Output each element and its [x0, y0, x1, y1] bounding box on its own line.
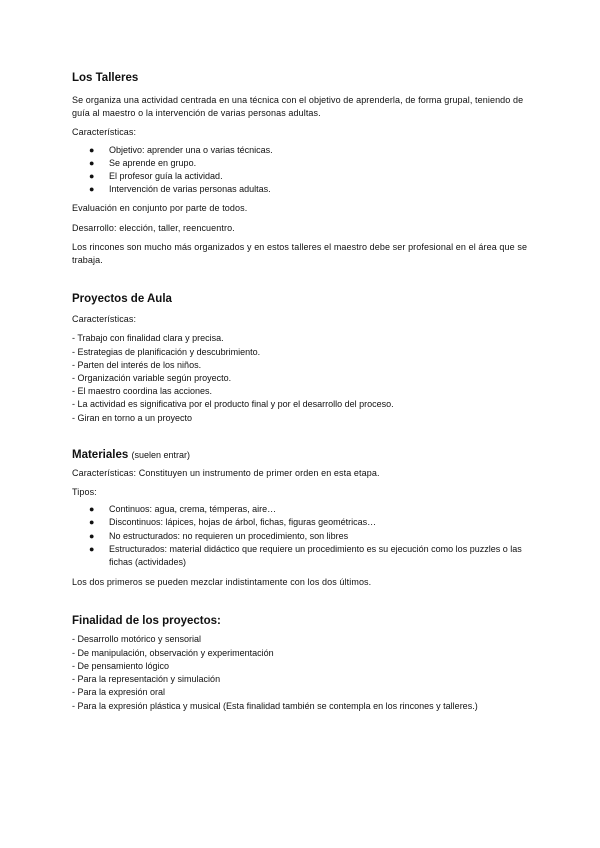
- materiales-nota: Los dos primeros se pueden mezclar indistintamente con los dos últimos.: [72, 577, 372, 588]
- list-item: ● El profesor guía la actividad.: [72, 170, 532, 183]
- talleres-bullet-list: [72, 144, 532, 197]
- list-item: - Giran en torno a un proyecto: [72, 412, 193, 423]
- list-item: - Para la representación y simulación: [72, 674, 221, 685]
- bullet-icon: ●: [89, 157, 95, 168]
- list-item: ● Objetivo: aprender una o varias técnicas.: [72, 144, 532, 157]
- list-item: ● Estructurados: material didáctico que requiere un procedimiento es su ejecución como los puzzles o las fichas (actividades): [89, 543, 522, 568]
- finalidad-heading: Finalidad de los proyectos:: [72, 615, 221, 628]
- list-item: ● Se aprende en grupo.: [72, 157, 532, 170]
- list-item: - Estrategias de planificación y descubrimiento.: [72, 346, 261, 357]
- list-item: - El maestro coordina las acciones.: [72, 386, 213, 397]
- list-item: ● Discontinuos: lápices, hojas de árbol, fichas, figuras geométricas…: [72, 516, 532, 529]
- materiales-subtitle: (suelen entrar): [131, 449, 190, 460]
- talleres-evaluacion: Evaluación en conjunto por parte de todos.: [72, 203, 248, 214]
- talleres-heading: Los Talleres: [72, 72, 139, 84]
- list-item: - Desarrollo motórico y sensorial: [72, 634, 202, 645]
- talleres-intro: Se organiza una actividad centrada en una técnica con el objetivo de aprenderla, de forma grupal, teniendo de guía al maestro o la intervención de varias personas adultas.: [72, 95, 524, 119]
- list-item: - De manipulación, observación y experimentación: [72, 647, 274, 658]
- list-item: - La actividad es significativa por el producto final y por el desarrollo del proceso.: [72, 399, 394, 410]
- bullet-icon: ●: [89, 504, 95, 515]
- list-item: ● Continuos: agua, crema, témperas, aire…: [72, 503, 532, 516]
- proyectos-caracteristicas-label: Características:: [72, 314, 137, 325]
- bullet-icon: ●: [89, 171, 95, 182]
- bullet-icon: ●: [89, 144, 95, 155]
- talleres-rincones: Los rincones son mucho más organizados y en estos talleres el maestro debe ser profesional en el área que se trabaja.: [72, 241, 528, 266]
- proyectos-list: [72, 332, 532, 424]
- list-item: - De pensamiento lógico: [72, 660, 170, 671]
- bullet-icon: ●: [89, 517, 95, 528]
- list-item: - Organización variable según proyecto.: [72, 373, 232, 384]
- list-item: ● No estructurados: no requieren un procedimiento, son libres: [72, 530, 532, 543]
- talleres-caracteristicas-label: Características:: [72, 127, 137, 138]
- materiales-heading: [72, 447, 532, 463]
- list-item: - Parten del interés de los niños.: [72, 359, 202, 370]
- materiales-tipos-label: Tipos:: [72, 487, 97, 498]
- materiales-bullet-list: [72, 503, 532, 569]
- bullet-icon: ●: [89, 543, 95, 554]
- materiales-caracteristicas: Características: Constituyen un instrumento de primer orden en esta etapa.: [72, 467, 380, 478]
- talleres-desarrollo: Desarrollo: elección, taller, reencuentro.: [72, 222, 235, 233]
- list-item: - Para la expresión plástica y musical (Esta finalidad también se contempla en los rincones y talleres.): [72, 700, 478, 711]
- document-page: [72, 70, 532, 713]
- list-item: - Trabajo con finalidad clara y precisa.: [72, 333, 224, 344]
- list-item: - Para la expresión oral: [72, 687, 166, 698]
- bullet-icon: ●: [89, 530, 95, 541]
- bullet-icon: ●: [89, 184, 95, 195]
- proyectos-heading: Proyectos de Aula: [72, 293, 172, 306]
- finalidad-list: [72, 633, 532, 712]
- materiales-title: Materiales: [72, 448, 129, 461]
- list-item: ● Intervención de varias personas adultas.: [72, 183, 532, 196]
